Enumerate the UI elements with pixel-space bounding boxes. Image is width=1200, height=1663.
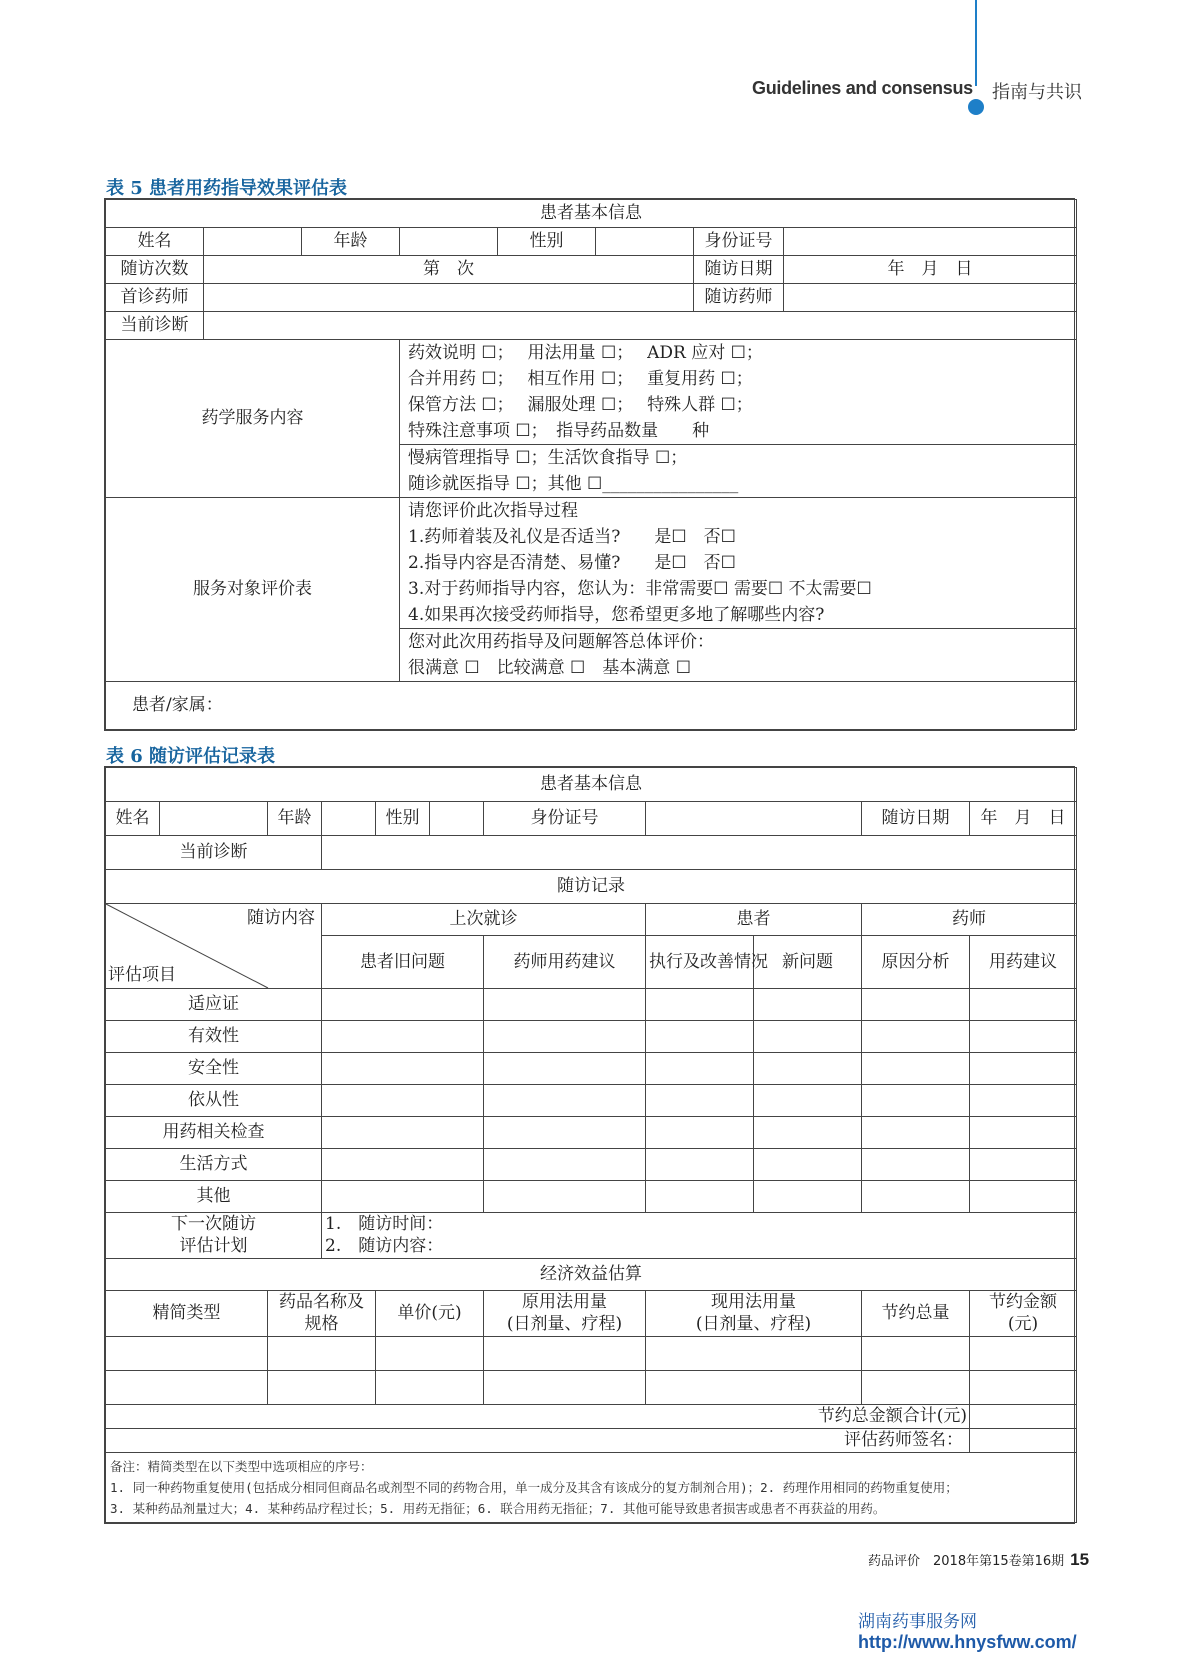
t6-econ-cell[interactable] — [484, 1337, 646, 1371]
t6-cell[interactable] — [646, 1021, 754, 1053]
t5-id-value[interactable] — [784, 228, 1077, 256]
t6-econ-col-line: 单价(元) — [397, 1302, 462, 1323]
t6-total-label: 节约总金额合计(元) — [106, 1405, 970, 1429]
t6-econ-cell[interactable] — [646, 1337, 862, 1371]
t6-cell[interactable] — [754, 989, 862, 1021]
t5-eval-line: 1.药师着装及礼仪是否适当? 是☐ 否☐ — [408, 527, 736, 547]
t6-cell[interactable] — [862, 1053, 970, 1085]
t6-row-label: 用药相关检查 — [106, 1117, 322, 1149]
t6-cell[interactable] — [646, 1085, 754, 1117]
t5-first-pharm-value[interactable] — [204, 284, 694, 312]
t5-visit-no-label: 随访次数 — [106, 256, 204, 284]
table6-title: 表 6 随访评估记录表 — [106, 746, 276, 767]
t6-note-line: 备注：精简类型在以下类型中选项相应的序号： — [110, 1459, 373, 1474]
t5-service-line: 随诊就医指导 ☐；其他 ☐________________ — [408, 474, 739, 494]
t5-service-line: 特殊注意事项 ☐； 指导药品数量 种 — [408, 421, 710, 441]
t6-sex-value[interactable] — [430, 802, 484, 836]
t6-econ-col-line: (日剂量、疗程) — [695, 1313, 812, 1334]
t6-econ-cell[interactable] — [970, 1371, 1077, 1405]
t6-cell[interactable] — [646, 1053, 754, 1085]
t6-plan-line: 1. 随访时间： — [325, 1214, 444, 1235]
header-rule — [975, 0, 977, 86]
page-footer — [868, 1550, 1089, 1570]
t6-cell[interactable] — [484, 1021, 646, 1053]
t6-note-line: 3. 某种药品剂量过大；4. 某种药品疗程过长；5. 用药无指征；6. 联合用药无指征；7. 其他可能导致患者损害或患者不再获益的用药。 — [110, 1501, 886, 1516]
t6-econ-col-line: (元) — [1007, 1313, 1039, 1334]
t5-service-label: 药学服务内容 — [106, 340, 400, 498]
page-number: 15 — [1070, 1550, 1090, 1569]
t5-name-label: 姓名 — [106, 228, 204, 256]
t6-cell[interactable] — [322, 989, 484, 1021]
t6-plan-label-line: 下一次随访 — [171, 1214, 256, 1235]
t5-service-block2 — [400, 445, 1077, 498]
t5-sex-label: 性别 — [498, 228, 596, 256]
t6-sub-header: 原因分析 — [862, 936, 970, 989]
t6-sub-header: 执行及改善情况 — [646, 936, 754, 989]
t6-plan-line: 2. 随访内容： — [325, 1235, 444, 1256]
t6-econ-col — [862, 1291, 970, 1337]
t6-econ-col — [376, 1291, 484, 1337]
t6-sex-label: 性别 — [376, 802, 430, 836]
t6-id-label: 身份证号 — [484, 802, 646, 836]
t6-plan-label-line: 评估计划 — [179, 1235, 248, 1256]
t6-plan-content[interactable] — [322, 1213, 1077, 1259]
t6-econ-header: 经济效益估算 — [106, 1259, 1077, 1291]
t6-cell[interactable] — [646, 1181, 754, 1213]
t6-cell[interactable] — [322, 1181, 484, 1213]
diag-top-label: 随访内容 — [247, 908, 315, 928]
t5-service-line: 合并用药 ☐； 相互作用 ☐； 重复用药 ☐； — [408, 369, 753, 389]
table5-title: 表 5 患者用药指导效果评估表 — [106, 178, 348, 199]
t6-row-label: 有效性 — [106, 1021, 322, 1053]
t5-service-block1 — [400, 340, 1077, 445]
t5-visit-no-value[interactable]: 第 次 — [204, 256, 694, 284]
t6-cell[interactable] — [484, 1117, 646, 1149]
t6-econ-col-line: 精简类型 — [152, 1302, 221, 1323]
t5-first-pharm-label: 首诊药师 — [106, 284, 204, 312]
t6-diagnosis-label: 当前诊断 — [106, 836, 322, 870]
t6-age-value[interactable] — [322, 802, 376, 836]
t5-eval-line: 2.指导内容是否清楚、易懂? 是☐ 否☐ — [408, 553, 736, 573]
t6-group-patient: 患者 — [646, 904, 862, 936]
t6-cell[interactable] — [754, 1117, 862, 1149]
t6-econ-col — [484, 1291, 646, 1337]
t5-visit-date-label: 随访日期 — [694, 256, 784, 284]
t6-cell[interactable] — [322, 1021, 484, 1053]
t6-name-value[interactable] — [160, 802, 268, 836]
t6-cell[interactable] — [970, 1149, 1077, 1181]
t6-cell[interactable] — [970, 1085, 1077, 1117]
t6-signature-label: 评估药师签名： — [106, 1429, 970, 1453]
header-chinese: 指南与共识 — [992, 82, 1082, 103]
t6-econ-cell[interactable] — [862, 1371, 970, 1405]
t6-cell[interactable] — [862, 1181, 970, 1213]
watermark-url[interactable]: http://www.hnysfww.com/ — [858, 1632, 1077, 1652]
t6-id-value[interactable] — [646, 802, 862, 836]
t6-econ-col-line: 药品名称及 — [279, 1292, 364, 1313]
t5-eval-block1 — [400, 498, 1077, 629]
t6-cell[interactable] — [646, 1117, 754, 1149]
diag-bottom-label: 评估项目 — [108, 964, 176, 985]
t6-cell[interactable] — [484, 1181, 646, 1213]
table6 — [104, 766, 1075, 1524]
t5-eval-line: 3.对于药师指导内容，您认为：非常需要☐ 需要☐ 不太需要☐ — [408, 579, 872, 599]
t5-basic-info: 患者基本信息 — [106, 200, 1077, 228]
t6-row-label: 适应证 — [106, 989, 322, 1021]
t5-sex-value[interactable] — [596, 228, 694, 256]
t6-econ-col-line: 原用法用量 — [522, 1292, 607, 1313]
t6-cell[interactable] — [970, 1021, 1077, 1053]
t6-econ-cell[interactable] — [376, 1337, 484, 1371]
t6-cell[interactable] — [754, 1053, 862, 1085]
t6-diagonal-header — [106, 904, 322, 989]
t6-cell[interactable] — [646, 1149, 754, 1181]
t6-cell[interactable] — [322, 1053, 484, 1085]
t6-cell[interactable] — [484, 989, 646, 1021]
t5-follow-pharm-value[interactable] — [784, 284, 1077, 312]
watermark-name: 湖南药事服务网 — [858, 1612, 977, 1632]
t6-cell[interactable] — [970, 989, 1077, 1021]
t6-cell[interactable] — [754, 1149, 862, 1181]
t6-visit-date-value[interactable]: 年 月 日 — [970, 802, 1077, 836]
t6-visit-date-label: 随访日期 — [862, 802, 970, 836]
t5-diagnosis-value[interactable] — [204, 312, 1077, 340]
t6-sub-header: 患者旧问题 — [322, 936, 484, 989]
t5-age-value[interactable] — [400, 228, 498, 256]
t6-cell[interactable] — [754, 1181, 862, 1213]
t6-cell[interactable] — [862, 1085, 970, 1117]
t6-econ-col-line: 规格 — [304, 1313, 339, 1334]
t6-basic-info: 患者基本信息 — [106, 768, 1077, 802]
t6-cell[interactable] — [862, 1149, 970, 1181]
t6-cell[interactable] — [484, 1149, 646, 1181]
t6-sub-header: 药师用药建议 — [484, 936, 646, 989]
t6-econ-cell[interactable] — [862, 1337, 970, 1371]
t6-cell[interactable] — [754, 1021, 862, 1053]
t6-record-header: 随访记录 — [106, 870, 1077, 904]
t6-name-label: 姓名 — [106, 802, 160, 836]
header-dot — [968, 99, 984, 115]
t6-cell[interactable] — [970, 1053, 1077, 1085]
t6-sub-header: 新问题 — [754, 936, 862, 989]
t6-econ-cell[interactable] — [268, 1371, 376, 1405]
t5-name-value[interactable] — [204, 228, 302, 256]
t5-follow-pharm-label: 随访药师 — [694, 284, 784, 312]
t6-cell[interactable] — [322, 1117, 484, 1149]
t6-econ-cell[interactable] — [484, 1371, 646, 1405]
t6-cell[interactable] — [970, 1181, 1077, 1213]
t6-cell[interactable] — [862, 1117, 970, 1149]
t6-cell[interactable] — [322, 1085, 484, 1117]
t5-eval-line: 4.如果再次接受药师指导，您希望更多地了解哪些内容? — [408, 605, 825, 625]
header-english: Guidelines and consensus — [752, 78, 973, 98]
t6-cell[interactable] — [970, 1117, 1077, 1149]
t6-cell[interactable] — [862, 989, 970, 1021]
t6-econ-col — [970, 1291, 1077, 1337]
t5-visit-date-value[interactable]: 年 月 日 — [784, 256, 1077, 284]
t5-patient-signature[interactable]: 患者/家属： — [106, 682, 1077, 730]
t6-total-value[interactable] — [970, 1405, 1077, 1429]
t6-econ-col-line: 节约总量 — [881, 1302, 950, 1323]
t5-eval-label: 服务对象评价表 — [106, 498, 400, 682]
t6-age-label: 年龄 — [268, 802, 322, 836]
t6-cell[interactable] — [862, 1021, 970, 1053]
t6-notes — [106, 1453, 1077, 1523]
t6-econ-col — [106, 1291, 268, 1337]
t6-note-line: 1. 同一种药物重复使用(包括成分相同但商品名或剂型不同的药物合用，单一成分及其含有该成分的复方制剂合用)；2. 药理作用相同的药物重复使用； — [110, 1480, 958, 1495]
t6-econ-col — [268, 1291, 376, 1337]
t6-econ-col-line: 现用法用量 — [711, 1292, 796, 1313]
t6-econ-cell[interactable] — [106, 1371, 268, 1405]
t6-row-label: 依从性 — [106, 1085, 322, 1117]
t6-econ-col — [646, 1291, 862, 1337]
t6-plan-label — [106, 1213, 322, 1259]
t6-signature-value[interactable] — [970, 1429, 1077, 1453]
t6-cell[interactable] — [322, 1149, 484, 1181]
t6-cell[interactable] — [754, 1085, 862, 1117]
t6-econ-col-line: 节约金额 — [989, 1292, 1058, 1313]
t5-eval-line: 您对此次用药指导及问题解答总体评价： — [408, 632, 714, 652]
t5-eval-line: 很满意 ☐ 比较满意 ☐ 基本满意 ☐ — [408, 658, 691, 678]
t6-row-label: 安全性 — [106, 1053, 322, 1085]
t6-cell[interactable] — [484, 1085, 646, 1117]
journal-info: 药品评价 2018年第15卷第16期 — [868, 1554, 1065, 1569]
t5-service-line: 慢病管理指导 ☐；生活饮食指导 ☐； — [408, 448, 688, 468]
t6-cell[interactable] — [646, 989, 754, 1021]
t6-econ-cell[interactable] — [268, 1337, 376, 1371]
t5-service-line: 药效说明 ☐； 用法用量 ☐； ADR 应对 ☐； — [408, 343, 763, 363]
t6-row-label: 生活方式 — [106, 1149, 322, 1181]
t6-sub-header: 用药建议 — [970, 936, 1077, 989]
t6-group-pharmacist: 药师 — [862, 904, 1077, 936]
table5 — [104, 198, 1075, 731]
t5-age-label: 年龄 — [302, 228, 400, 256]
t5-diagnosis-label: 当前诊断 — [106, 312, 204, 340]
t6-econ-cell[interactable] — [376, 1371, 484, 1405]
t6-econ-col-line: (日剂量、疗程) — [506, 1313, 623, 1334]
t6-cell[interactable] — [484, 1053, 646, 1085]
t5-eval-line: 请您评价此次指导过程 — [408, 501, 578, 521]
t6-row-label: 其他 — [106, 1181, 322, 1213]
t5-eval-block2 — [400, 629, 1077, 682]
t6-econ-cell[interactable] — [970, 1337, 1077, 1371]
t6-diagnosis-value[interactable] — [322, 836, 1077, 870]
t5-id-label: 身份证号 — [694, 228, 784, 256]
t6-econ-cell[interactable] — [106, 1337, 268, 1371]
t6-econ-cell[interactable] — [646, 1371, 862, 1405]
t5-service-line: 保管方法 ☐； 漏服处理 ☐； 特殊人群 ☐； — [408, 395, 753, 415]
t6-group-last-visit: 上次就诊 — [322, 904, 646, 936]
